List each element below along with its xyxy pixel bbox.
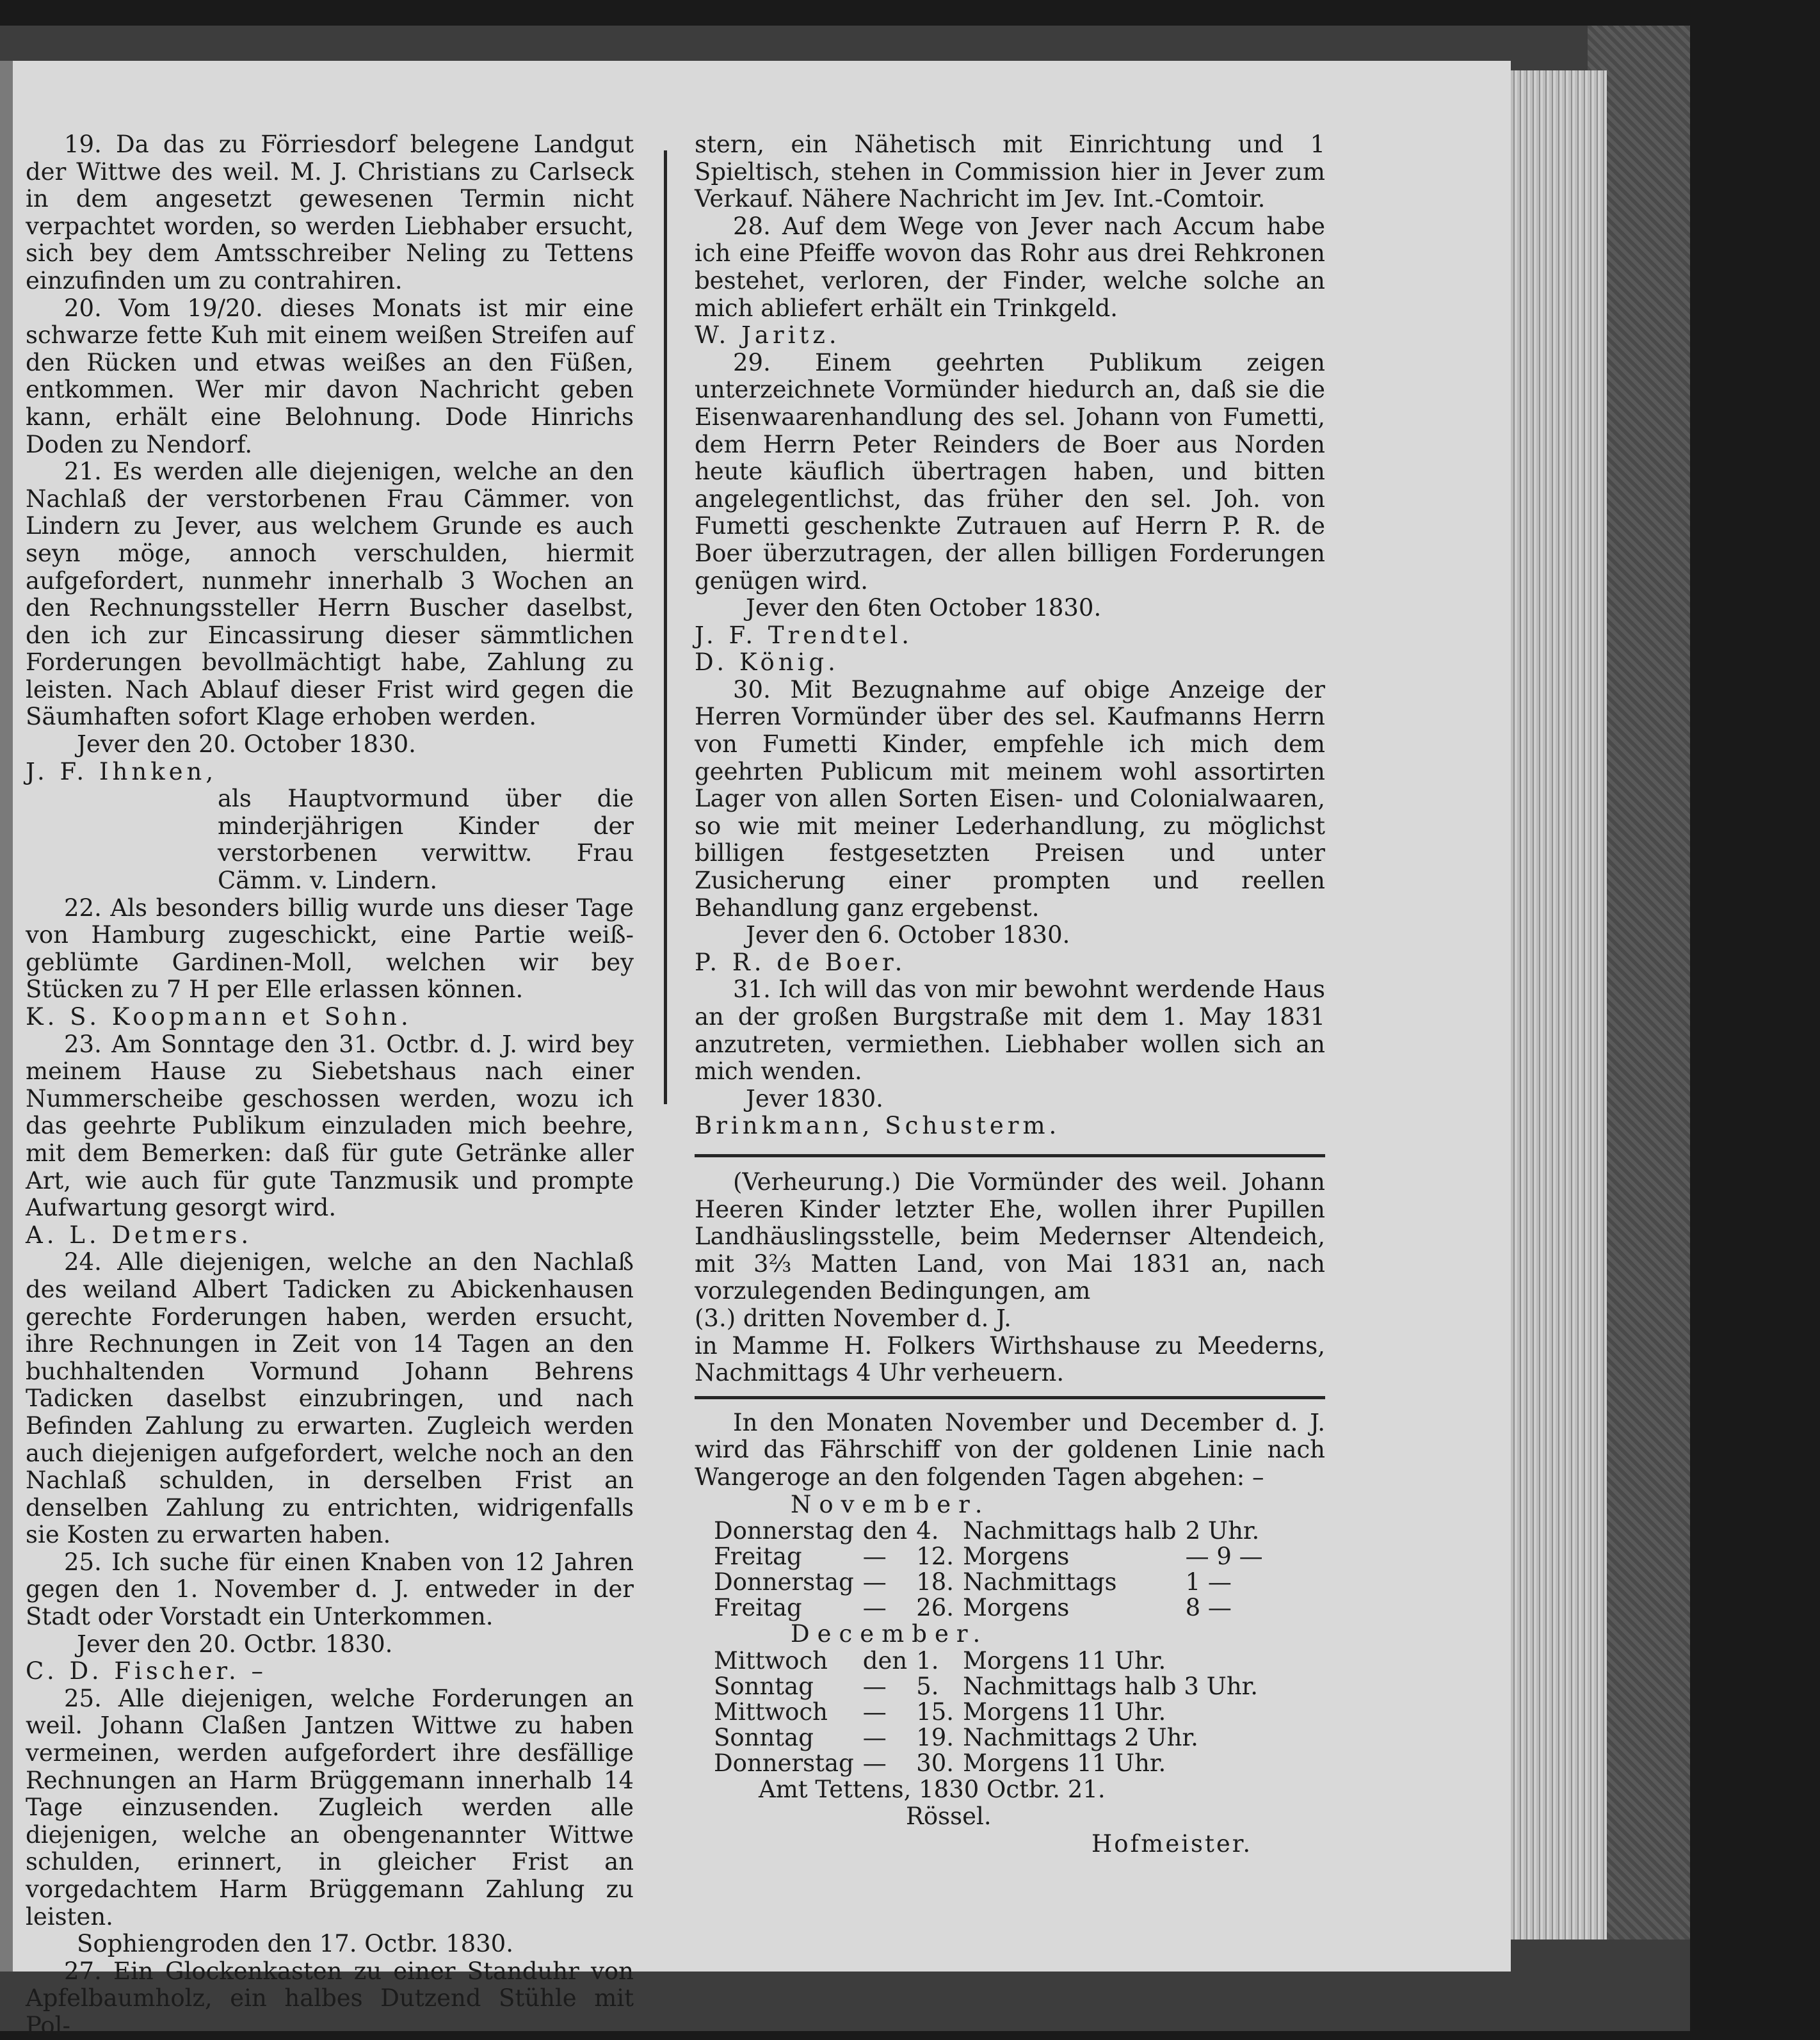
notice-paragraph: 19. Da das zu Förriesdorf belegene Landgut der Wittwe des weil. M. J. Christians zu Carlseck in dem angesetzt gewesenen Termin nicht verpachtet worden, so werden Liebhaber ersucht, sich bey dem Amtsschreiber Neling zu Tettens einzufinden um zu contrahiren. bbox=[26, 131, 634, 294]
signature: C. D. Fischer. – bbox=[26, 1657, 267, 1685]
notice-paragraph: 31. Ich will das von mir bewohnt werdende Haus an der großen Burgstraße mit dem 1. May 1831 anzutreten, vermiethen. Liebhaber wollen sich an mich wenden. bbox=[695, 976, 1325, 1086]
place-date-line: Jever 1830. bbox=[746, 1084, 883, 1112]
schedule-signature-1: Rössel. bbox=[906, 1803, 992, 1831]
notice-continuation: stern, ein Nähetisch mit Einrichtung und 1 Spieltisch, stehen in Commission hier in Jever zum Verkauf. Nähere Nachricht im Jev. Int.-Comtoir. bbox=[695, 131, 1325, 213]
schedule-cell: Freitag bbox=[714, 1543, 802, 1571]
schedule-row bbox=[714, 1544, 1272, 1570]
schedule-cell: Sonntag bbox=[714, 1672, 814, 1700]
schedule-cell bbox=[1267, 1674, 1276, 1699]
schedule-row bbox=[714, 1595, 1272, 1621]
schedule-cell: 4. bbox=[916, 1517, 939, 1545]
section-rule bbox=[695, 1396, 1325, 1399]
notice-paragraph: 28. Auf dem Wege von Jever nach Accum habe ich eine Pfeiffe wovon das Rohr aus drei Rehkronen bestehet, verloren, der Finder, welche solche an mich abliefert erhält ein Trinkgeld. bbox=[695, 212, 1325, 322]
schedule-cell: 15. bbox=[916, 1698, 954, 1726]
ferry-schedule bbox=[695, 1410, 1325, 1858]
signature: J. F. Trendtel. bbox=[695, 621, 914, 649]
signature: A. L. Detmers. bbox=[26, 1221, 253, 1249]
schedule-cell: Mittwoch bbox=[714, 1646, 828, 1675]
schedule-cell: Nachmittags 2 Uhr. bbox=[963, 1723, 1198, 1751]
schedule-row bbox=[714, 1699, 1276, 1725]
schedule-row bbox=[714, 1751, 1276, 1776]
schedule-cell: Morgens bbox=[963, 1594, 1070, 1622]
page-stack-edges bbox=[1511, 70, 1607, 1940]
verheurung-date: (3.) dritten November d. J. bbox=[695, 1304, 1011, 1332]
signature: K. S. Koopmann et Sohn. bbox=[26, 1003, 412, 1031]
left-column bbox=[26, 131, 634, 2040]
schedule-cell: — bbox=[862, 1723, 887, 1751]
schedule-place: Amt Tettens, 1830 Octbr. 21. bbox=[759, 1775, 1106, 1803]
schedule-cell: 18. bbox=[916, 1568, 954, 1596]
notice-paragraph: 20. Vom 19/20. dieses Monats ist mir eine schwarze fette Kuh mit einem weißen Streifen auf den Rücken und etwas weißes an den Füßen, entkommen. Wer mir davon Nachricht geben kann, erhält eine Belohnung. Dode Hinrichs Doden zu Nendorf. bbox=[26, 294, 634, 458]
place-date-line: Jever den 6. October 1830. bbox=[746, 921, 1070, 949]
schedule-cell bbox=[1267, 1725, 1276, 1751]
schedule-cell: — bbox=[862, 1698, 887, 1726]
right-column bbox=[695, 131, 1325, 1858]
schedule-table bbox=[714, 1648, 1276, 1776]
schedule-cell: den bbox=[862, 1646, 908, 1675]
schedule-cell: 8 — bbox=[1185, 1594, 1232, 1622]
schedule-cell bbox=[1267, 1699, 1276, 1725]
schedule-cell: Donnerstag bbox=[714, 1517, 854, 1545]
signature: D. König. bbox=[695, 648, 839, 677]
schedule-cell: — bbox=[862, 1749, 887, 1777]
notice-paragraph: 23. Am Sonntage den 31. Octbr. d. J. wird bey meinem Hause zu Siebetshaus nach einer Nummerscheibe geschossen werden, wozu ich das geehrte Publikum einzuladen mich beehre, mit dem Bemerken: daß für gute Getränke aller Art, wie auch für gute Tanzmusik und prompte Aufwartung gesorgt wird. bbox=[26, 1030, 634, 1222]
schedule-cell: Freitag bbox=[714, 1594, 802, 1622]
schedule-cell: 1 — bbox=[1185, 1568, 1232, 1596]
schedule-cell: — 9 — bbox=[1185, 1543, 1263, 1571]
notice-paragraph: 24. Alle diejenigen, welche an den Nachlaß des weiland Albert Tadicken zu Abickenhausen gerechte Forderungen haben, werden ersucht, ihre Rechnungen in Zeit von 14 Tagen an den buchhaltenden Vormund Johann Behrens Tadicken daselbst einzubringen, und nach Befinden Zahlung zu erwarten. Zugleich werden auch diejenigen aufgefordert, welche noch an den Nachlaß schulden, in derselben Frist an denselben Zahlung zu entrichten, widrigenfalls sie Kosten zu erwarten haben. bbox=[26, 1248, 634, 1549]
schedule-cell: Sonntag bbox=[714, 1723, 814, 1751]
schedule-signature-2: Hofmeister. bbox=[1091, 1829, 1253, 1858]
month-heading: November. bbox=[791, 1490, 990, 1518]
signature-title: als Hauptvormund über die minderjährigen Kinder der verstorbenen verwittw. Frau Cämm. v. Lindern. bbox=[218, 785, 634, 895]
schedule-row bbox=[714, 1648, 1276, 1674]
place-date-line: Jever den 6ten October 1830. bbox=[746, 594, 1102, 622]
schedule-cell bbox=[1267, 1648, 1276, 1674]
schedule-cell: Morgens 11 Uhr. bbox=[963, 1646, 1166, 1675]
schedule-cell: den bbox=[862, 1517, 908, 1545]
schedule-cell bbox=[1267, 1751, 1276, 1776]
schedule-cell: Morgens bbox=[963, 1543, 1070, 1571]
schedule-cell: Nachmittags halb bbox=[963, 1517, 1177, 1545]
schedule-cell: Nachmittags halb 3 Uhr. bbox=[963, 1672, 1259, 1700]
schedule-cell: Mittwoch bbox=[714, 1698, 828, 1726]
schedule-cell: — bbox=[862, 1594, 887, 1622]
place-date-line: Jever den 20. October 1830. bbox=[77, 730, 416, 759]
schedule-cell: Nachmittags bbox=[963, 1568, 1117, 1596]
column-divider bbox=[664, 150, 667, 1104]
month-heading: December. bbox=[791, 1620, 988, 1648]
section-rule bbox=[695, 1154, 1325, 1157]
notice-paragraph: 29. Einem geehrten Publikum zeigen unterzeichnete Vormünder hiedurch an, daß sie die Eisenwaarenhandlung des sel. Johann von Fumetti, dem Herrn Peter Reinders de Boer aus Norden heute käuflich übertragen haben, und bitten angelegentlichst, das früher den sel. Joh. von Fumetti geschenkte Zutrauen auf Herrn P. R. de Boer überzutragen, der allen billigen Forderungen genügen wird. bbox=[695, 348, 1325, 595]
schedule-table bbox=[714, 1518, 1272, 1621]
schedule-cell: 19. bbox=[916, 1723, 954, 1751]
schedule-cell: — bbox=[862, 1543, 887, 1571]
schedule-cell: — bbox=[862, 1568, 887, 1596]
schedule-intro: In den Monaten November und December d. J. wird das Fährschiff von der goldenen Linie nach Wangeroge an den folgenden Tagen abgehen: – bbox=[695, 1408, 1325, 1491]
verheurung-tail: in Mamme H. Folkers Wirthshause zu Meederns, Nachmittags 4 Uhr verheuern. bbox=[695, 1331, 1325, 1387]
schedule-cell: Morgens 11 Uhr. bbox=[963, 1749, 1166, 1777]
place-date-line: Sophiengroden den 17. Octbr. 1830. bbox=[77, 1930, 513, 1958]
schedule-cell: Donnerstag bbox=[714, 1749, 854, 1777]
verheurung-text: (Verheurung.) Die Vormünder des weil. Johann Heeren Kinder letzter Ehe, wollen ihrer Pupillen Landhäuslingsstelle, beim Medernser Altendeich, mit 3⅔ Matten Land, von Mai 1831 an, nach vorzulegenden Bedingungen, am bbox=[695, 1168, 1325, 1305]
notice-paragraph: 25. Alle diejenigen, welche Forderungen an weil. Johann Claßen Jantzen Wittwe zu haben vermeinen, werden aufgefordert ihre desfällige Rechnungen an Harm Brüggemann innerhalb 14 Tage einzusenden. Zugleich werden alle diejenigen, welche an obengenannter Wittwe schulden, erinnert, in gleicher Frist an vorgedachtem Harm Brüggemann Zahlung zu leisten. bbox=[26, 1684, 634, 1931]
signature: P. R. de Boer. bbox=[695, 948, 906, 976]
verheurung-notice bbox=[695, 1169, 1325, 1387]
schedule-cell: Donnerstag bbox=[714, 1568, 854, 1596]
schedule-row bbox=[714, 1674, 1276, 1699]
schedule-cell: — bbox=[862, 1672, 887, 1700]
signature: J. F. Ihnken, bbox=[26, 757, 218, 785]
right-notices bbox=[695, 131, 1325, 1140]
notice-paragraph: 30. Mit Bezugnahme auf obige Anzeige der Herren Vormünder über des sel. Kaufmanns Herrn von Fumetti Kinder, empfehle ich mich dem geehrten Publicum mit meinem wohl assortirten Lager von allen Sorten Eisen- und Colonialwaaren, so wie mit meiner Lederhandlung, zu möglichst billigen festgesetzten Preisen und unter Zusicherung einer prompten und reellen Behandlung ganz ergebenst. bbox=[695, 675, 1325, 922]
schedule-cell: Morgens 11 Uhr. bbox=[963, 1698, 1166, 1726]
schedule-cell: 5. bbox=[916, 1672, 939, 1700]
page-gutter bbox=[0, 61, 13, 1972]
schedule-row bbox=[714, 1518, 1272, 1544]
schedule-cell: 1. bbox=[916, 1646, 939, 1675]
place-date-line: Jever den 20. Octbr. 1830. bbox=[77, 1630, 393, 1658]
schedule-cell: 2 Uhr. bbox=[1185, 1517, 1260, 1545]
notice-paragraph: 21. Es werden alle diejenigen, welche an den Nachlaß der verstorbenen Frau Cämmer. von Lindern zu Jever, aus welchem Grunde es auch seyn möge, annoch verschulden, hiermit aufgefordert, nunmehr innerhalb 3 Wochen an den Rechnungssteller Herrn Buscher daselbst, den ich zur Eincassirung dieser sämmtlichen Forderungen bevollmächtigt habe, Zahlung zu leisten. Nach Ablauf dieser Frist wird gegen die Säumhaften sofort Klage erhoben werden. bbox=[26, 458, 634, 731]
schedule-row bbox=[714, 1570, 1272, 1595]
schedule-cell: 30. bbox=[916, 1749, 954, 1777]
signature: W. Jaritz. bbox=[695, 321, 841, 349]
schedule-months bbox=[695, 1491, 1325, 1776]
signature: Brinkmann, Schusterm. bbox=[695, 1112, 1061, 1140]
notice-paragraph: 25. Ich suche für einen Knaben von 12 Jahren gegen den 1. November d. J. entweder in der Stadt oder Vorstadt ein Unterkommen. bbox=[26, 1548, 634, 1631]
schedule-cell: 26. bbox=[916, 1594, 954, 1622]
notice-paragraph: 22. Als besonders billig wurde uns dieser Tage von Hamburg zugeschickt, eine Partie weiß-geblümte Gardinen-Moll, welchen wir bey Stücken zu 7 H per Elle erlassen können. bbox=[26, 894, 634, 1004]
schedule-cell: 12. bbox=[916, 1543, 954, 1571]
schedule-row bbox=[714, 1725, 1276, 1751]
notice-paragraph: 27. Ein Glockenkasten zu einer Standuhr von Apfelbaumholz, ein halbes Dutzend Stühle mit Pol- bbox=[26, 1957, 634, 2039]
